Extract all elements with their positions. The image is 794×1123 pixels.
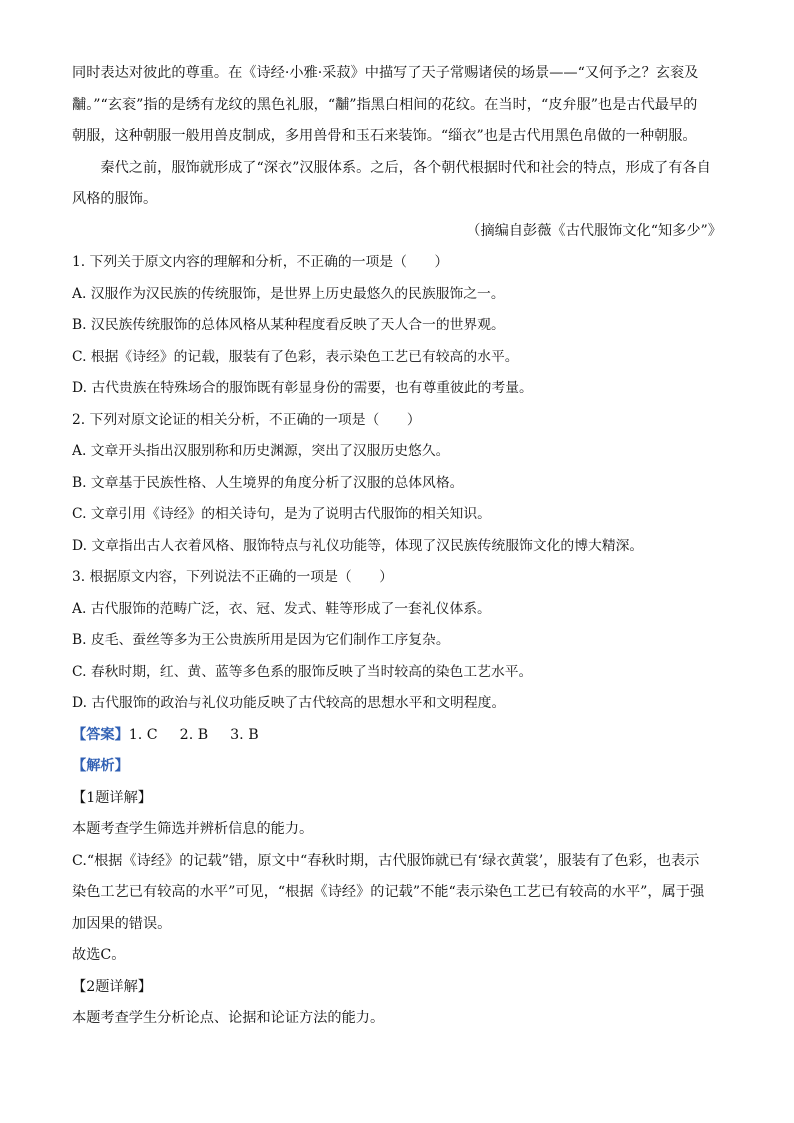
question-stem: 1. 下列关于原文内容的理解和分析，不正确的一项是（ ） <box>72 254 449 270</box>
analysis-heading <box>72 751 722 783</box>
analysis-q1 <box>72 783 722 972</box>
question-3 <box>72 562 722 720</box>
option-a: A. 古代服饰的范畴广泛，衣、冠、发式、鞋等形成了一套礼仪体系。 <box>72 600 491 617</box>
analysis-line: 本题考查学生筛选并辨析信息的能力。 <box>72 821 314 837</box>
question-1 <box>72 247 722 405</box>
passage-line: 黼。”“玄衮”指的是绣有龙纹的黑色礼服，“黼”指黑白相间的花纹。在当时，“皮弁服”也是古代最早的 <box>72 96 698 113</box>
question-stem: 2. 下列对原文论证的相关分析，不正确的一项是（ ） <box>72 411 421 428</box>
option-a: A. 文章开头指出汉服别称和历史渊源，突出了汉服历史悠久。 <box>72 443 450 459</box>
question-2 <box>72 405 722 563</box>
analysis-line: 染色工艺已有较高的水平”可见，“根据《诗经》的记载”不能“表示染色工艺已有较高的水平”，属于强 <box>72 884 705 900</box>
document-page <box>72 58 722 1035</box>
answer-line <box>72 720 722 752</box>
question-stem: 3. 根据原文内容，下列说法不正确的一项是（ ） <box>72 569 394 585</box>
analysis-line: C.“根据《诗经》的记载”错，原文中“春秋时期，古代服饰就已有‘绿衣黄裳’，服装有了色彩，也表示 <box>72 852 700 869</box>
option-c: C. 春秋时期，红、黄、蓝等多色系的服饰反映了当时较高的染色工艺水平。 <box>72 663 533 680</box>
analysis-q2-label: 【2题详解】 <box>72 978 152 995</box>
answer-label: 【答案】 <box>72 726 129 743</box>
analysis-label: 【解析】 <box>72 758 129 774</box>
passage-line: 同时表达对彼此的尊重。在《诗经·小雅·采菽》中描写了天子常赐诸侯的场景——“又何予之？玄衮及 <box>72 65 699 81</box>
option-a: A. 汉服作为汉民族的传统服饰，是世界上历史最悠久的民族服饰之一。 <box>72 285 505 302</box>
option-b: B. 皮毛、蚕丝等多为王公贵族所用是因为它们制作工序复杂。 <box>72 632 450 648</box>
answer-item: 1. C <box>128 726 158 743</box>
analysis-q2 <box>72 972 722 1035</box>
passage-line: 风格的服饰。 <box>72 191 158 207</box>
passage-line: 朝服，这种朝服一般用兽皮制成，多用兽骨和玉石来装饰。“缁衣”也是古代用黑色帛做的一种朝服。 <box>72 128 697 144</box>
passage-source: （摘编自彭薇《古代服饰文化“知多少”》 <box>466 222 722 239</box>
option-d: D. 文章指出古人衣着风格、服饰特点与礼仪功能等，体现了汉民族传统服饰文化的博大精深。 <box>72 537 644 554</box>
answer-item: 3. B <box>230 726 259 743</box>
analysis-line: 故选C。 <box>72 947 126 963</box>
passage-line: 秦代之前，服饰就形成了“深衣”汉服体系。之后，各个朝代根据时代和社会的特点，形成了有各自 <box>100 159 711 176</box>
option-c: C. 根据《诗经》的记载，服装有了色彩，表示染色工艺已有较高的水平。 <box>72 348 519 365</box>
passage-paragraph-2 <box>72 153 722 216</box>
analysis-line: 本题考查学生分析论点、论据和论证方法的能力。 <box>72 1010 385 1026</box>
option-d: D. 古代服饰的政治与礼仪功能反映了古代较高的思想水平和文明程度。 <box>72 695 506 711</box>
option-b: B. 汉民族传统服饰的总体风格从某种程度看反映了天人合一的世界观。 <box>72 317 505 333</box>
answer-item: 2. B <box>179 726 209 743</box>
option-d: D. 古代贵族在特殊场合的服饰既有彰显身份的需要，也有尊重彼此的考量。 <box>72 380 533 396</box>
option-c: C. 文章引用《诗经》的相关诗句，是为了说明古代服饰的相关知识。 <box>72 506 491 522</box>
option-b: B. 文章基于民族性格、人生境界的角度分析了汉服的总体风格。 <box>72 474 464 491</box>
passage-paragraph-1 <box>72 58 722 153</box>
analysis-q1-label: 【1题详解】 <box>72 789 152 806</box>
analysis-line: 加因果的错误。 <box>72 915 172 932</box>
